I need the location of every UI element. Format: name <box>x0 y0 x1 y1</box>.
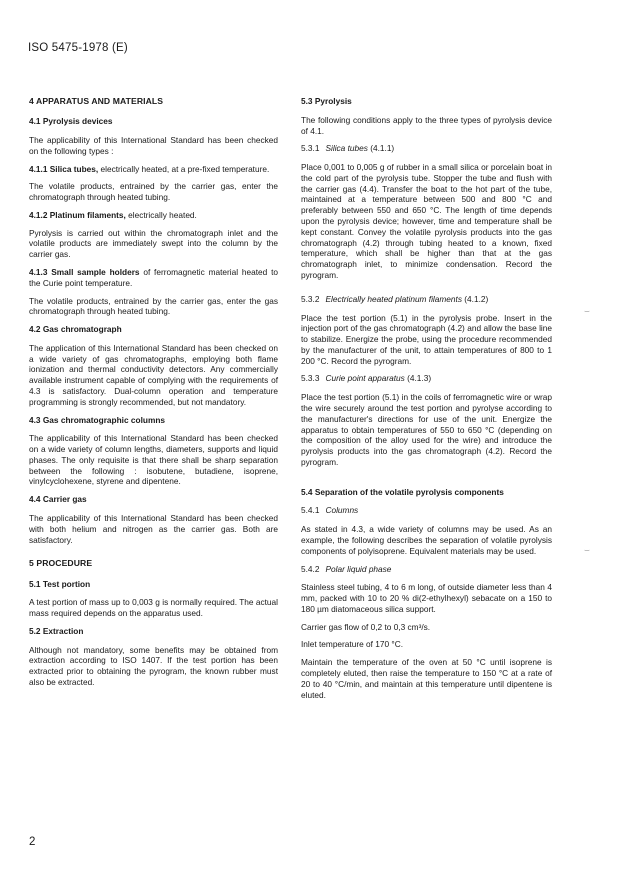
section-5-3-2-ref: (4.1.2) <box>461 293 489 304</box>
section-4-1-2-heading: 4.1.2 Platinum filaments, <box>29 209 126 220</box>
section-5-3-2-text: Place the test portion (5.1) in the pyrolysis probe. Insert in the injection port of the gas chromatograph (4.2) and allow the base line to stabilize. Energize the probe, using the procedure recommended by the manufacturer of the unit, to attain temperatures of 800 to 1 200 °C. Record the pyrogram. <box>301 312 552 366</box>
section-5-3-3-title: Curie point apparatus <box>325 373 405 384</box>
scan-mark: ⌣ <box>584 545 590 555</box>
section-5-1-heading: 5.1 Test portion <box>29 578 91 589</box>
section-5-4-1-title: Columns <box>325 505 359 516</box>
right-column <box>301 96 552 707</box>
section-5-4-2-number: 5.4.2 <box>301 563 320 574</box>
section-5-4-2-temperature-program: Maintain the temperature of the oven at 50 °C until isoprene is completely eluted, then raise the temperature to 150 °C at a rate of 20 to 40 °C/min, and maintain at this temperature until dipentene is eluted. <box>301 657 552 700</box>
section-5-3-1-title: Silica tubes <box>325 143 368 154</box>
section-4-1-heading: 4.1 Pyrolysis devices <box>29 116 113 127</box>
section-5-4-1-text: As stated in 4.3, a wide variety of columns may be used. As an example, the following describes the separation of volatile pyrolysis components of polyisoprene. Equivalent materials may be used. <box>301 524 552 556</box>
section-5-4-2-inlet-temperature: Inlet temperature of 170 °C. <box>301 639 404 650</box>
section-5-3-3-ref: (4.1.3) <box>404 373 432 384</box>
section-5-3-2-number: 5.3.2 <box>301 293 320 304</box>
section-5-heading: 5 PROCEDURE <box>29 558 93 569</box>
section-5-2-heading: 5.2 Extraction <box>29 625 84 636</box>
section-4-1-3-text: The volatile products, entrained by the carrier gas, enter the gas chromatograph through heated tubing. <box>29 295 278 317</box>
section-4-2-heading: 4.2 Gas chromatograph <box>29 324 122 335</box>
section-4-1-3-tail: of ferromagnetic material heated to the Curie point temperature. <box>29 266 278 288</box>
section-4-1-1-heading: 4.1.1 Silica tubes, <box>29 163 99 174</box>
section-4-1-text: The applicability of this International Standard has been checked on the following types : <box>29 134 278 156</box>
section-4-1-3-heading: 4.1.3 Small sample holders <box>29 266 140 277</box>
section-4-3-text: The applicability of this International Standard has been checked on a wide variety of column lengths, diameters, supports and liquid phases. The only requisite is that there shall be sharp separation between the following : isobutene, butadiene, isoprene, vinylcyclohexene, styrene and dipentene. <box>29 433 278 487</box>
section-4-4-text: The applicability of this International Standard has been checked with both helium and nitrogen as the carrier gas. Both are satisfactory. <box>29 513 278 545</box>
section-5-3-1-text: Place 0,001 to 0,005 g of rubber in a small silica or porcelain boat in the cold part of the pyrolysis tube. Stopper the tube and flush with the carrier gas (4.4). Transfer the boat to the hot part of the tube, maintained at a temperature between 500 and 800 °C and preferably between 550 and 650 °C. The length of time depends upon the pyrolysis device; however, time and temperature shall be kept constant. Convey the volatile pyrolysis products into the gas chromatograph (4.2) through tubing heated to a known, fixed temperature, which shall be higher than that at the gas chromatograph inlet, to minimize condensation. Record the pyrogram. <box>301 162 552 280</box>
left-column <box>29 96 278 695</box>
section-4-1-3-para <box>29 267 278 289</box>
section-4-3-heading: 4.3 Gas chromatographic columns <box>29 414 166 425</box>
section-5-3-1-number: 5.3.1 <box>301 143 320 154</box>
section-5-3-2-title: Electrically heated platinum filaments <box>325 293 462 304</box>
section-4-1-1-text: The volatile products, entrained by the carrier gas, enter the chromatograph through heated tubing. <box>29 181 278 203</box>
section-5-3-1-heading <box>301 143 552 154</box>
section-5-4-heading: 5.4 Separation of the volatile pyrolysis components <box>301 486 504 497</box>
section-5-3-3-number: 5.3.3 <box>301 373 320 384</box>
section-4-heading: 4 APPARATUS AND MATERIALS <box>29 96 164 106</box>
page-header: ISO 5475-1978 (E) <box>28 42 128 54</box>
scan-mark: ⌣ <box>584 306 590 316</box>
section-4-1-2-para <box>29 210 278 221</box>
section-5-2-text: Although not mandatory, some benefits may be obtained from extraction according to ISO 1407. If the test portion has been extracted prior to obtaining the pyrogram, the known rubber must also be extracted. <box>29 644 278 688</box>
section-5-4-2-heading <box>301 564 552 575</box>
section-4-4-heading: 4.4 Carrier gas <box>29 494 87 505</box>
section-5-3-text: The following conditions apply to the three types of pyrolysis device of 4.1. <box>301 114 552 136</box>
section-5-3-heading: 5.3 Pyrolysis <box>301 96 352 106</box>
section-4-1-2-tail: electrically heated. <box>125 209 197 220</box>
section-4-1-2-text: Pyrolysis is carried out within the chromatograph inlet and the volatile products are immediately swept into the column by the carrier gas. <box>29 227 278 260</box>
section-5-3-3-text: Place the test portion (5.1) in the coils of ferromagnetic wire or wrap the wire securely around the test portion and pyrolyse according to the manufacturer's directions for use of the unit. Energize the apparatus to obtain temperatures of 550 to 650 °C (depending on the composition of the alloy used for the wire) and introduce the pyrolysis products into the gas chromatograph (4.2). Record the pyrogram. <box>301 392 552 467</box>
page-number: 2 <box>29 836 36 848</box>
section-4-1-1-para <box>29 164 278 175</box>
section-5-4-1-number: 5.4.1 <box>301 505 320 516</box>
section-5-4-2-text: Stainless steel tubing, 4 to 6 m long, of outside diameter less than 4 mm, packed with 10 to 20 % di(2-ethylhexyl) sebacate on a 150 to 180 µm diatomaceous silica support. <box>301 582 552 614</box>
section-5-3-1-ref: (4.1.1) <box>367 143 395 154</box>
section-4-2-text: The application of this International Standard has been checked on a wide variety of gas chromatographs, employing both flame ionization and thermal conductivity detectors. Any commercially available instrument capable of complying with the requirements of 4.3 is satisfactory. Dual-column operation and temperature programming is strongly recommended, but not mandatory. <box>29 342 278 407</box>
section-5-3-3-heading <box>301 373 552 384</box>
section-4-1-1-tail: electrically heated, at a pre-fixed temperature. <box>98 163 270 174</box>
section-5-4-2-title: Polar liquid phase <box>325 563 392 574</box>
section-5-4-2-carrier-flow: Carrier gas flow of 0,2 to 0,3 cm³/s. <box>301 621 431 632</box>
section-5-1-text: A test portion of mass up to 0,003 g is normally required. The actual mass required depends on the apparatus used. <box>29 597 278 619</box>
section-5-3-2-heading <box>301 294 552 305</box>
section-5-4-1-heading <box>301 505 552 516</box>
